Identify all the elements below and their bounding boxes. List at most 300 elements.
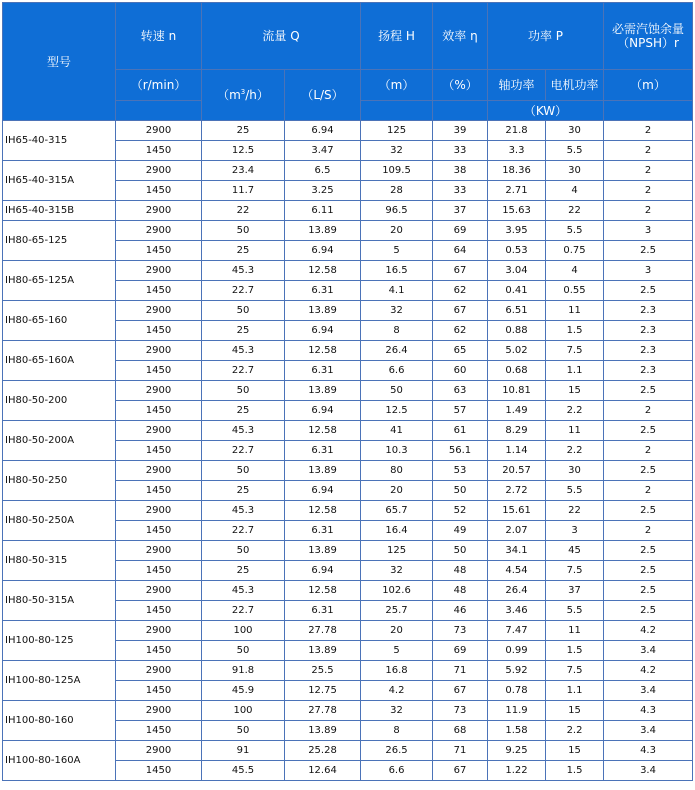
speed-cell: 2900 bbox=[116, 581, 202, 601]
shaft-power-cell: 1.58 bbox=[488, 721, 546, 741]
head-cell: 50 bbox=[361, 381, 433, 401]
header-efficiency-blank bbox=[433, 101, 488, 121]
motor-power-cell: 5.5 bbox=[546, 141, 604, 161]
efficiency-cell: 56.1 bbox=[433, 441, 488, 461]
flow-m3h-cell: 25 bbox=[202, 481, 285, 501]
flow-ls-cell: 6.31 bbox=[285, 601, 361, 621]
motor-power-cell: 1.5 bbox=[546, 761, 604, 781]
head-cell: 65.7 bbox=[361, 501, 433, 521]
table-row bbox=[3, 301, 693, 321]
npsh-cell: 2.5 bbox=[604, 561, 693, 581]
speed-cell: 2900 bbox=[116, 301, 202, 321]
header-power-unit: （KW） bbox=[488, 101, 604, 121]
npsh-cell: 3.4 bbox=[604, 761, 693, 781]
flow-ls-cell: 6.31 bbox=[285, 521, 361, 541]
flow-m3h-cell: 45.3 bbox=[202, 581, 285, 601]
flow-ls-cell: 25.5 bbox=[285, 661, 361, 681]
shaft-power-cell: 0.78 bbox=[488, 681, 546, 701]
head-cell: 96.5 bbox=[361, 201, 433, 221]
head-cell: 20 bbox=[361, 221, 433, 241]
npsh-cell: 3.4 bbox=[604, 721, 693, 741]
motor-power-cell: 37 bbox=[546, 581, 604, 601]
flow-m3h-cell: 45.3 bbox=[202, 261, 285, 281]
table-row bbox=[3, 201, 693, 221]
shaft-power-cell: 15.61 bbox=[488, 501, 546, 521]
flow-ls-cell: 6.5 bbox=[285, 161, 361, 181]
header-power: 功率 P bbox=[488, 3, 604, 70]
motor-power-cell: 11 bbox=[546, 421, 604, 441]
model-cell: IH100-80-125 bbox=[3, 621, 116, 661]
shaft-power-cell: 6.51 bbox=[488, 301, 546, 321]
shaft-power-cell: 3.95 bbox=[488, 221, 546, 241]
head-cell: 16.4 bbox=[361, 521, 433, 541]
flow-ls-cell: 12.58 bbox=[285, 261, 361, 281]
flow-m3h-cell: 25 bbox=[202, 561, 285, 581]
npsh-cell: 4.2 bbox=[604, 661, 693, 681]
speed-cell: 2900 bbox=[116, 621, 202, 641]
header-speed: 转速 n bbox=[116, 3, 202, 70]
motor-power-cell: 15 bbox=[546, 741, 604, 761]
head-cell: 10.3 bbox=[361, 441, 433, 461]
flow-m3h-cell: 12.5 bbox=[202, 141, 285, 161]
shaft-power-cell: 3.46 bbox=[488, 601, 546, 621]
motor-power-cell: 11 bbox=[546, 621, 604, 641]
motor-power-cell: 4 bbox=[546, 261, 604, 281]
efficiency-cell: 62 bbox=[433, 281, 488, 301]
flow-ls-cell: 6.94 bbox=[285, 121, 361, 141]
shaft-power-cell: 0.99 bbox=[488, 641, 546, 661]
flow-ls-cell: 6.94 bbox=[285, 481, 361, 501]
speed-cell: 2900 bbox=[116, 461, 202, 481]
speed-cell: 2900 bbox=[116, 161, 202, 181]
npsh-cell: 2 bbox=[604, 441, 693, 461]
table-header bbox=[3, 3, 693, 121]
shaft-power-cell: 5.02 bbox=[488, 341, 546, 361]
flow-ls-cell: 13.89 bbox=[285, 461, 361, 481]
speed-cell: 1450 bbox=[116, 761, 202, 781]
flow-m3h-cell: 45.5 bbox=[202, 761, 285, 781]
efficiency-cell: 71 bbox=[433, 661, 488, 681]
speed-cell: 2900 bbox=[116, 701, 202, 721]
speed-cell: 1450 bbox=[116, 561, 202, 581]
table-row bbox=[3, 621, 693, 641]
table-row bbox=[3, 701, 693, 721]
efficiency-cell: 39 bbox=[433, 121, 488, 141]
npsh-cell: 3.4 bbox=[604, 681, 693, 701]
motor-power-cell: 30 bbox=[546, 121, 604, 141]
flow-ls-cell: 6.94 bbox=[285, 561, 361, 581]
efficiency-cell: 67 bbox=[433, 761, 488, 781]
speed-cell: 2900 bbox=[116, 261, 202, 281]
flow-m3h-cell: 25 bbox=[202, 121, 285, 141]
flow-m3h-cell: 45.3 bbox=[202, 341, 285, 361]
flow-m3h-cell: 22.7 bbox=[202, 361, 285, 381]
header-head: 扬程 H bbox=[361, 3, 433, 70]
model-cell: IH100-80-160A bbox=[3, 741, 116, 781]
table-row bbox=[3, 381, 693, 401]
efficiency-cell: 48 bbox=[433, 561, 488, 581]
head-cell: 32 bbox=[361, 141, 433, 161]
flow-m3h-cell: 91 bbox=[202, 741, 285, 761]
npsh-cell: 2.3 bbox=[604, 321, 693, 341]
header-model: 型号 bbox=[3, 3, 116, 121]
flow-ls-cell: 27.78 bbox=[285, 621, 361, 641]
speed-cell: 2900 bbox=[116, 741, 202, 761]
flow-m3h-cell: 22.7 bbox=[202, 601, 285, 621]
efficiency-cell: 73 bbox=[433, 621, 488, 641]
shaft-power-cell: 8.29 bbox=[488, 421, 546, 441]
speed-cell: 1450 bbox=[116, 681, 202, 701]
header-shaft-power: 轴功率 bbox=[488, 70, 546, 101]
header-npsh-unit: （m） bbox=[604, 70, 693, 101]
shaft-power-cell: 21.8 bbox=[488, 121, 546, 141]
npsh-cell: 2 bbox=[604, 481, 693, 501]
header-flow-unit-m3h: $(m^3/h)$ bbox=[202, 70, 285, 121]
motor-power-cell: 2.2 bbox=[546, 721, 604, 741]
head-cell: 5 bbox=[361, 241, 433, 261]
speed-cell: 1450 bbox=[116, 481, 202, 501]
flow-m3h-cell: 50 bbox=[202, 541, 285, 561]
head-cell: 5 bbox=[361, 641, 433, 661]
model-cell: IH80-50-200A bbox=[3, 421, 116, 461]
motor-power-cell: 22 bbox=[546, 201, 604, 221]
motor-power-cell: 0.75 bbox=[546, 241, 604, 261]
efficiency-cell: 50 bbox=[433, 481, 488, 501]
shaft-power-cell: 0.88 bbox=[488, 321, 546, 341]
head-cell: 109.5 bbox=[361, 161, 433, 181]
head-cell: 6.6 bbox=[361, 361, 433, 381]
flow-m3h-cell: 100 bbox=[202, 621, 285, 641]
speed-cell: 2900 bbox=[116, 381, 202, 401]
model-cell: IH80-50-250 bbox=[3, 461, 116, 501]
flow-m3h-cell: 25 bbox=[202, 321, 285, 341]
efficiency-cell: 37 bbox=[433, 201, 488, 221]
header-head-blank bbox=[361, 101, 433, 121]
flow-m3h-cell: 23.4 bbox=[202, 161, 285, 181]
npsh-cell: 2 bbox=[604, 401, 693, 421]
speed-cell: 2900 bbox=[116, 661, 202, 681]
motor-power-cell: 30 bbox=[546, 161, 604, 181]
head-cell: 80 bbox=[361, 461, 433, 481]
flow-m3h-cell: 45.9 bbox=[202, 681, 285, 701]
flow-ls-cell: 6.31 bbox=[285, 361, 361, 381]
speed-cell: 1450 bbox=[116, 361, 202, 381]
shaft-power-cell: 5.92 bbox=[488, 661, 546, 681]
flow-ls-cell: 12.58 bbox=[285, 501, 361, 521]
efficiency-cell: 67 bbox=[433, 681, 488, 701]
head-cell: 25.7 bbox=[361, 601, 433, 621]
shaft-power-cell: 11.9 bbox=[488, 701, 546, 721]
motor-power-cell: 3 bbox=[546, 521, 604, 541]
table-row bbox=[3, 741, 693, 761]
motor-power-cell: 5.5 bbox=[546, 481, 604, 501]
npsh-cell: 2 bbox=[604, 521, 693, 541]
speed-cell: 2900 bbox=[116, 201, 202, 221]
efficiency-cell: 69 bbox=[433, 221, 488, 241]
efficiency-cell: 48 bbox=[433, 581, 488, 601]
motor-power-cell: 11 bbox=[546, 301, 604, 321]
efficiency-cell: 57 bbox=[433, 401, 488, 421]
npsh-cell: 2 bbox=[604, 121, 693, 141]
efficiency-cell: 67 bbox=[433, 301, 488, 321]
shaft-power-cell: 15.63 bbox=[488, 201, 546, 221]
efficiency-cell: 64 bbox=[433, 241, 488, 261]
npsh-cell: 2.5 bbox=[604, 421, 693, 441]
shaft-power-cell: 26.4 bbox=[488, 581, 546, 601]
table-row bbox=[3, 121, 693, 141]
flow-m3h-cell: 50 bbox=[202, 301, 285, 321]
speed-cell: 2900 bbox=[116, 121, 202, 141]
model-cell: IH100-80-160 bbox=[3, 701, 116, 741]
flow-ls-cell: 25.28 bbox=[285, 741, 361, 761]
efficiency-cell: 61 bbox=[433, 421, 488, 441]
speed-cell: 1450 bbox=[116, 441, 202, 461]
efficiency-cell: 71 bbox=[433, 741, 488, 761]
head-cell: 8 bbox=[361, 721, 433, 741]
table-row bbox=[3, 661, 693, 681]
head-cell: 20 bbox=[361, 481, 433, 501]
flow-m3h-cell: 45.3 bbox=[202, 501, 285, 521]
npsh-cell: 4.3 bbox=[604, 741, 693, 761]
motor-power-cell: 4 bbox=[546, 181, 604, 201]
flow-ls-cell: 6.31 bbox=[285, 281, 361, 301]
flow-ls-cell: 12.58 bbox=[285, 581, 361, 601]
flow-ls-cell: 13.89 bbox=[285, 721, 361, 741]
table-row bbox=[3, 501, 693, 521]
motor-power-cell: 1.1 bbox=[546, 681, 604, 701]
motor-power-cell: 5.5 bbox=[546, 221, 604, 241]
model-cell: IH80-65-160 bbox=[3, 301, 116, 341]
speed-cell: 1450 bbox=[116, 181, 202, 201]
head-cell: 6.6 bbox=[361, 761, 433, 781]
shaft-power-cell: 2.72 bbox=[488, 481, 546, 501]
header-head-unit: （m） bbox=[361, 70, 433, 101]
efficiency-cell: 49 bbox=[433, 521, 488, 541]
npsh-cell: 2.5 bbox=[604, 461, 693, 481]
efficiency-cell: 73 bbox=[433, 701, 488, 721]
motor-power-cell: 2.2 bbox=[546, 441, 604, 461]
npsh-cell: 4.3 bbox=[604, 701, 693, 721]
shaft-power-cell: 1.22 bbox=[488, 761, 546, 781]
motor-power-cell: 7.5 bbox=[546, 661, 604, 681]
head-cell: 20 bbox=[361, 621, 433, 641]
shaft-power-cell: 34.1 bbox=[488, 541, 546, 561]
npsh-cell: 2.3 bbox=[604, 341, 693, 361]
flow-ls-cell: 13.89 bbox=[285, 641, 361, 661]
efficiency-cell: 38 bbox=[433, 161, 488, 181]
head-cell: 125 bbox=[361, 121, 433, 141]
header-speed-blank bbox=[116, 101, 202, 121]
shaft-power-cell: 2.71 bbox=[488, 181, 546, 201]
shaft-power-cell: 1.14 bbox=[488, 441, 546, 461]
speed-cell: 2900 bbox=[116, 541, 202, 561]
header-motor-power: 电机功率 bbox=[546, 70, 604, 101]
flow-m3h-cell: 11.7 bbox=[202, 181, 285, 201]
head-cell: 41 bbox=[361, 421, 433, 441]
pump-performance-table bbox=[2, 2, 693, 781]
flow-ls-cell: 13.89 bbox=[285, 381, 361, 401]
table-row bbox=[3, 161, 693, 181]
npsh-cell: 2 bbox=[604, 181, 693, 201]
head-cell: 26.4 bbox=[361, 341, 433, 361]
header-efficiency-unit: （%） bbox=[433, 70, 488, 101]
flow-ls-cell: 6.31 bbox=[285, 441, 361, 461]
motor-power-cell: 7.5 bbox=[546, 341, 604, 361]
flow-ls-cell: 3.47 bbox=[285, 141, 361, 161]
motor-power-cell: 1.1 bbox=[546, 361, 604, 381]
efficiency-cell: 68 bbox=[433, 721, 488, 741]
table-row bbox=[3, 221, 693, 241]
flow-m3h-cell: 50 bbox=[202, 381, 285, 401]
shaft-power-cell: 10.81 bbox=[488, 381, 546, 401]
npsh-cell: 4.2 bbox=[604, 621, 693, 641]
table-body bbox=[3, 121, 693, 781]
head-cell: 32 bbox=[361, 561, 433, 581]
shaft-power-cell: 3.04 bbox=[488, 261, 546, 281]
head-cell: 16.5 bbox=[361, 261, 433, 281]
model-cell: IH100-80-125A bbox=[3, 661, 116, 701]
flow-ls-cell: 3.25 bbox=[285, 181, 361, 201]
speed-cell: 2900 bbox=[116, 221, 202, 241]
shaft-power-cell: 1.49 bbox=[488, 401, 546, 421]
efficiency-cell: 52 bbox=[433, 501, 488, 521]
npsh-cell: 2.5 bbox=[604, 381, 693, 401]
model-cell: IH65-40-315 bbox=[3, 121, 116, 161]
npsh-cell: 2.3 bbox=[604, 301, 693, 321]
shaft-power-cell: 4.54 bbox=[488, 561, 546, 581]
npsh-cell: 3 bbox=[604, 261, 693, 281]
efficiency-cell: 50 bbox=[433, 541, 488, 561]
speed-cell: 1450 bbox=[116, 401, 202, 421]
flow-ls-cell: 6.11 bbox=[285, 201, 361, 221]
head-cell: 16.8 bbox=[361, 661, 433, 681]
model-cell: IH80-50-250A bbox=[3, 501, 116, 541]
flow-m3h-cell: 50 bbox=[202, 461, 285, 481]
speed-cell: 2900 bbox=[116, 501, 202, 521]
motor-power-cell: 30 bbox=[546, 461, 604, 481]
npsh-cell: 2 bbox=[604, 201, 693, 221]
header-npsh: 必需汽蚀余量（NPSH）r bbox=[604, 3, 693, 70]
head-cell: 28 bbox=[361, 181, 433, 201]
efficiency-cell: 62 bbox=[433, 321, 488, 341]
header-npsh-blank bbox=[604, 101, 693, 121]
speed-cell: 2900 bbox=[116, 421, 202, 441]
flow-m3h-cell: 22 bbox=[202, 201, 285, 221]
npsh-cell: 3.4 bbox=[604, 641, 693, 661]
flow-m3h-cell: 25 bbox=[202, 241, 285, 261]
efficiency-cell: 69 bbox=[433, 641, 488, 661]
efficiency-cell: 63 bbox=[433, 381, 488, 401]
shaft-power-cell: 0.68 bbox=[488, 361, 546, 381]
speed-cell: 1450 bbox=[116, 601, 202, 621]
model-cell: IH80-50-200 bbox=[3, 381, 116, 421]
table-row bbox=[3, 541, 693, 561]
efficiency-cell: 65 bbox=[433, 341, 488, 361]
header-efficiency: 效率 η bbox=[433, 3, 488, 70]
shaft-power-cell: 7.47 bbox=[488, 621, 546, 641]
flow-m3h-cell: 25 bbox=[202, 401, 285, 421]
model-cell: IH80-50-315 bbox=[3, 541, 116, 581]
model-cell: IH65-40-315B bbox=[3, 201, 116, 221]
npsh-cell: 2.3 bbox=[604, 361, 693, 381]
shaft-power-cell: 3.3 bbox=[488, 141, 546, 161]
efficiency-cell: 33 bbox=[433, 141, 488, 161]
motor-power-cell: 15 bbox=[546, 701, 604, 721]
efficiency-cell: 60 bbox=[433, 361, 488, 381]
flow-ls-cell: 12.75 bbox=[285, 681, 361, 701]
flow-m3h-cell: 50 bbox=[202, 221, 285, 241]
shaft-power-cell: 18.36 bbox=[488, 161, 546, 181]
head-cell: 32 bbox=[361, 701, 433, 721]
flow-ls-cell: 13.89 bbox=[285, 301, 361, 321]
flow-ls-cell: 13.89 bbox=[285, 541, 361, 561]
header-speed-unit: （r/min） bbox=[116, 70, 202, 101]
flow-ls-cell: 12.64 bbox=[285, 761, 361, 781]
shaft-power-cell: 0.41 bbox=[488, 281, 546, 301]
npsh-cell: 2.5 bbox=[604, 601, 693, 621]
flow-ls-cell: 6.94 bbox=[285, 401, 361, 421]
model-cell: IH80-65-125A bbox=[3, 261, 116, 301]
flow-m3h-cell: 100 bbox=[202, 701, 285, 721]
head-cell: 4.1 bbox=[361, 281, 433, 301]
flow-m3h-cell: 22.7 bbox=[202, 441, 285, 461]
npsh-cell: 2.5 bbox=[604, 541, 693, 561]
motor-power-cell: 2.2 bbox=[546, 401, 604, 421]
motor-power-cell: 22 bbox=[546, 501, 604, 521]
flow-m3h-cell: 22.7 bbox=[202, 521, 285, 541]
model-cell: IH80-65-160A bbox=[3, 341, 116, 381]
efficiency-cell: 67 bbox=[433, 261, 488, 281]
shaft-power-cell: 20.57 bbox=[488, 461, 546, 481]
shaft-power-cell: 0.53 bbox=[488, 241, 546, 261]
motor-power-cell: 45 bbox=[546, 541, 604, 561]
speed-cell: 1450 bbox=[116, 641, 202, 661]
motor-power-cell: 5.5 bbox=[546, 601, 604, 621]
speed-cell: 1450 bbox=[116, 241, 202, 261]
speed-cell: 2900 bbox=[116, 341, 202, 361]
efficiency-cell: 33 bbox=[433, 181, 488, 201]
motor-power-cell: 0.55 bbox=[546, 281, 604, 301]
head-cell: 32 bbox=[361, 301, 433, 321]
speed-cell: 1450 bbox=[116, 721, 202, 741]
table-row bbox=[3, 341, 693, 361]
speed-cell: 1450 bbox=[116, 141, 202, 161]
head-cell: 12.5 bbox=[361, 401, 433, 421]
motor-power-cell: 7.5 bbox=[546, 561, 604, 581]
efficiency-cell: 53 bbox=[433, 461, 488, 481]
shaft-power-cell: 2.07 bbox=[488, 521, 546, 541]
flow-m3h-cell: 22.7 bbox=[202, 281, 285, 301]
header-flow: 流量 Q bbox=[202, 3, 361, 70]
flow-ls-cell: 12.58 bbox=[285, 421, 361, 441]
npsh-cell: 2.5 bbox=[604, 501, 693, 521]
pump-spec-sheet bbox=[2, 2, 692, 781]
head-cell: 102.6 bbox=[361, 581, 433, 601]
motor-power-cell: 15 bbox=[546, 381, 604, 401]
head-cell: 125 bbox=[361, 541, 433, 561]
model-cell: IH65-40-315A bbox=[3, 161, 116, 201]
head-cell: 26.5 bbox=[361, 741, 433, 761]
flow-ls-cell: 13.89 bbox=[285, 221, 361, 241]
npsh-cell: 2 bbox=[604, 141, 693, 161]
speed-cell: 1450 bbox=[116, 321, 202, 341]
efficiency-cell: 46 bbox=[433, 601, 488, 621]
table-row bbox=[3, 261, 693, 281]
speed-cell: 1450 bbox=[116, 521, 202, 541]
header-flow-unit-ls: （L/S） bbox=[285, 70, 361, 121]
table-row bbox=[3, 581, 693, 601]
flow-ls-cell: 6.94 bbox=[285, 321, 361, 341]
